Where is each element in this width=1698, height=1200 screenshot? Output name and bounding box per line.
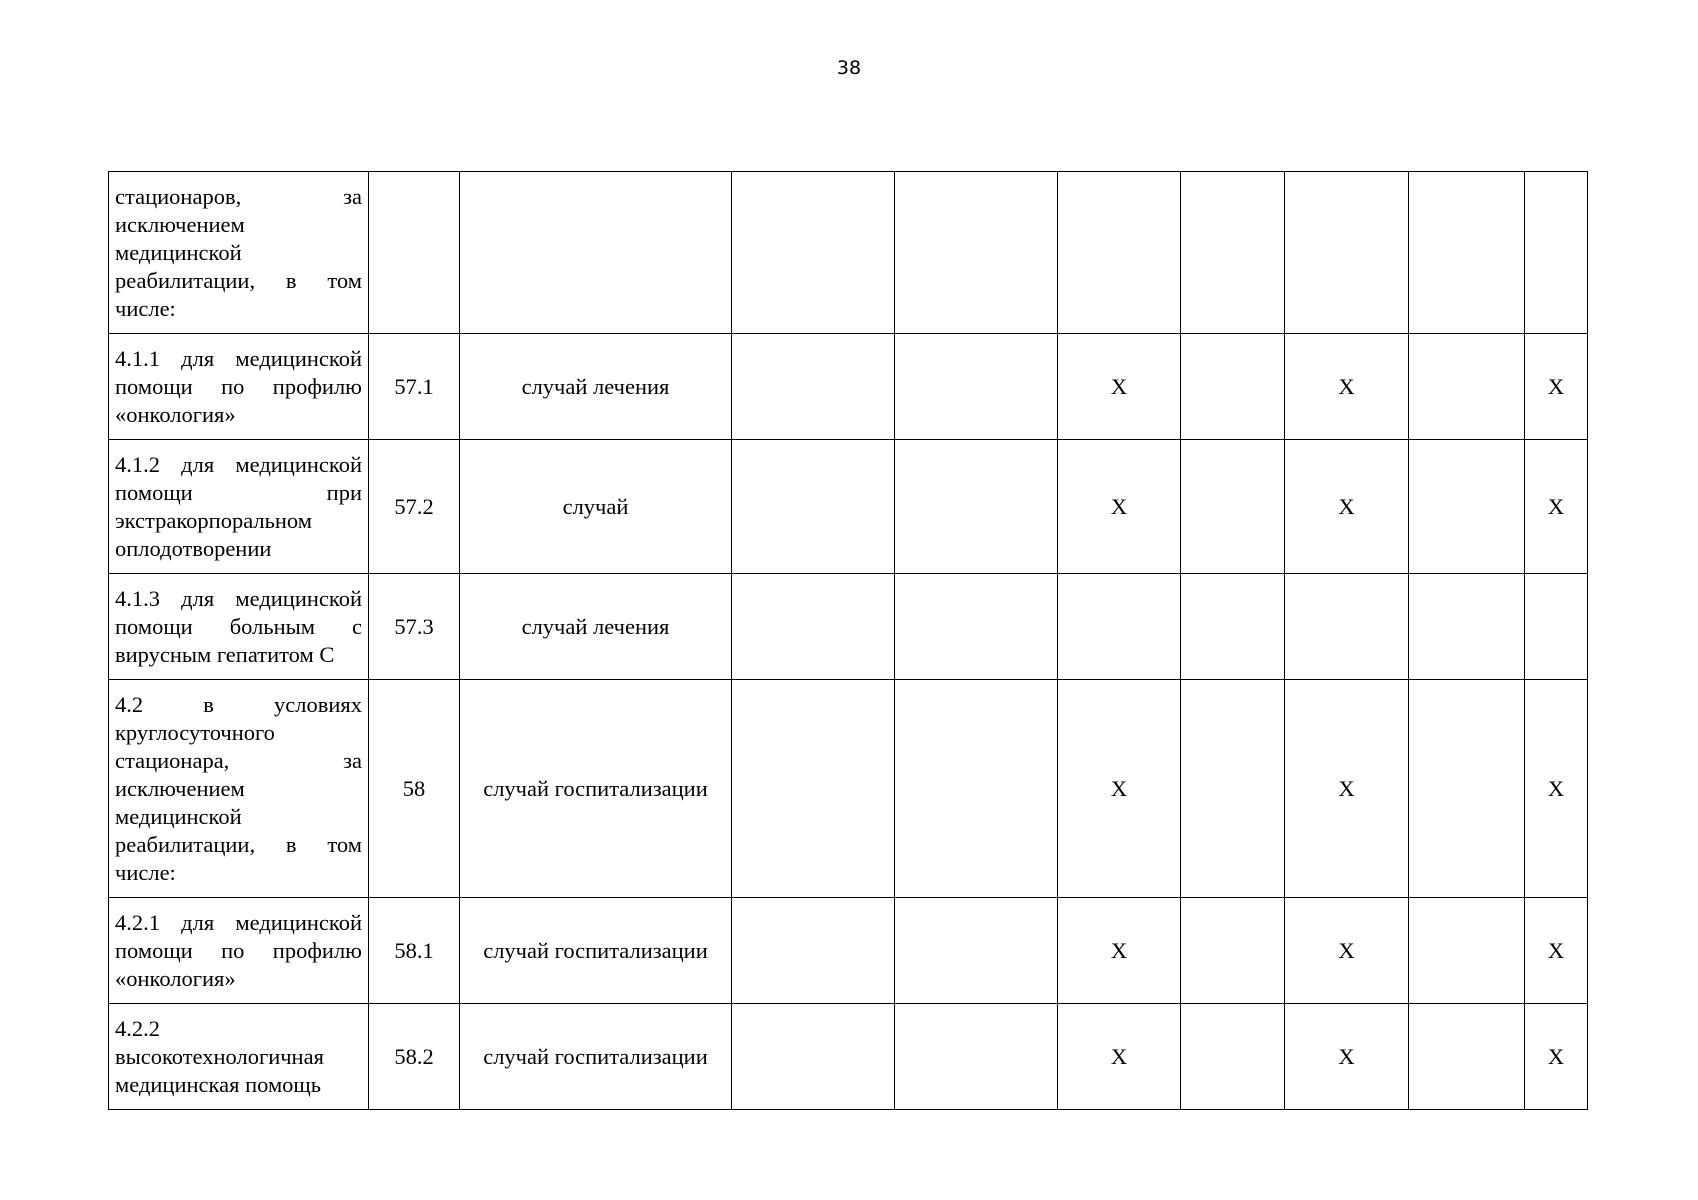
row-code-cell: 57.3 xyxy=(369,574,460,680)
table-row xyxy=(109,1004,1588,1110)
page-number: 38 xyxy=(836,57,862,79)
row-col5-cell xyxy=(895,334,1058,440)
row-name-cell: 4.2.1 для медицинской помощи по профилю «онкология» xyxy=(109,898,369,1004)
row-code-cell: 58 xyxy=(369,680,460,898)
row-col10-cell: Х xyxy=(1525,1004,1588,1110)
row-col7-cell xyxy=(1181,680,1285,898)
row-name-cell: 4.2.2 высокотехнологичная медицинская помощь xyxy=(109,1004,369,1110)
table-row xyxy=(109,172,1588,334)
row-unit-cell: случай xyxy=(460,440,732,574)
row-name-cell: 4.2 в условиях круглосуточного стационара, за исключением медицинской реабилитации, в том числе: xyxy=(109,680,369,898)
data-table xyxy=(108,171,1588,1110)
row-col10-cell: Х xyxy=(1525,334,1588,440)
row-name-cell: 4.1.3 для медицинской помощи больным с вирусным гепатитом С xyxy=(109,574,369,680)
row-col8-cell: Х xyxy=(1285,334,1409,440)
row-code-cell: 57.1 xyxy=(369,334,460,440)
row-col6-cell: Х xyxy=(1058,680,1181,898)
row-unit-cell xyxy=(460,172,732,334)
row-col9-cell xyxy=(1409,898,1525,1004)
row-col6-cell: Х xyxy=(1058,1004,1181,1110)
row-col7-cell xyxy=(1181,898,1285,1004)
row-col8-cell: Х xyxy=(1285,680,1409,898)
row-col4-cell xyxy=(732,680,895,898)
row-code-cell xyxy=(369,172,460,334)
row-col4-cell xyxy=(732,574,895,680)
row-col5-cell xyxy=(895,172,1058,334)
row-col9-cell xyxy=(1409,334,1525,440)
row-name-cell: стационаров, за исключением медицинской реабилитации, в том числе: xyxy=(109,172,369,334)
row-col7-cell xyxy=(1181,574,1285,680)
row-col9-cell xyxy=(1409,440,1525,574)
row-col7-cell xyxy=(1181,172,1285,334)
table-row xyxy=(109,680,1588,898)
row-col4-cell xyxy=(732,172,895,334)
row-col9-cell xyxy=(1409,172,1525,334)
row-col10-cell xyxy=(1525,172,1588,334)
row-col5-cell xyxy=(895,1004,1058,1110)
row-unit-cell: случай госпитализации xyxy=(460,1004,732,1110)
row-col4-cell xyxy=(732,334,895,440)
row-code-cell: 57.2 xyxy=(369,440,460,574)
table-row xyxy=(109,440,1588,574)
row-col6-cell: Х xyxy=(1058,898,1181,1004)
row-col10-cell: Х xyxy=(1525,680,1588,898)
row-unit-cell: случай госпитализации xyxy=(460,680,732,898)
row-col9-cell xyxy=(1409,574,1525,680)
row-col7-cell xyxy=(1181,440,1285,574)
row-col4-cell xyxy=(732,440,895,574)
row-col5-cell xyxy=(895,680,1058,898)
row-col9-cell xyxy=(1409,1004,1525,1110)
row-col5-cell xyxy=(895,440,1058,574)
row-col7-cell xyxy=(1181,1004,1285,1110)
row-col8-cell: Х xyxy=(1285,440,1409,574)
row-unit-cell: случай лечения xyxy=(460,574,732,680)
row-col5-cell xyxy=(895,574,1058,680)
table-row xyxy=(109,334,1588,440)
row-code-cell: 58.2 xyxy=(369,1004,460,1110)
table-row xyxy=(109,574,1588,680)
row-col10-cell xyxy=(1525,574,1588,680)
table-row xyxy=(109,898,1588,1004)
row-col6-cell xyxy=(1058,172,1181,334)
row-col6-cell: Х xyxy=(1058,334,1181,440)
row-col8-cell xyxy=(1285,172,1409,334)
row-col8-cell: Х xyxy=(1285,1004,1409,1110)
row-name-cell: 4.1.2 для медицинской помощи при экстракорпоральном оплодотворении xyxy=(109,440,369,574)
row-col9-cell xyxy=(1409,680,1525,898)
row-col7-cell xyxy=(1181,334,1285,440)
row-col6-cell xyxy=(1058,574,1181,680)
row-code-cell: 58.1 xyxy=(369,898,460,1004)
row-col5-cell xyxy=(895,898,1058,1004)
row-name-cell: 4.1.1 для медицинской помощи по профилю «онкология» xyxy=(109,334,369,440)
row-col8-cell xyxy=(1285,574,1409,680)
row-col6-cell: Х xyxy=(1058,440,1181,574)
row-col10-cell: Х xyxy=(1525,898,1588,1004)
row-unit-cell: случай госпитализации xyxy=(460,898,732,1004)
row-col8-cell: Х xyxy=(1285,898,1409,1004)
row-unit-cell: случай лечения xyxy=(460,334,732,440)
row-col4-cell xyxy=(732,898,895,1004)
row-col4-cell xyxy=(732,1004,895,1110)
row-col10-cell: Х xyxy=(1525,440,1588,574)
